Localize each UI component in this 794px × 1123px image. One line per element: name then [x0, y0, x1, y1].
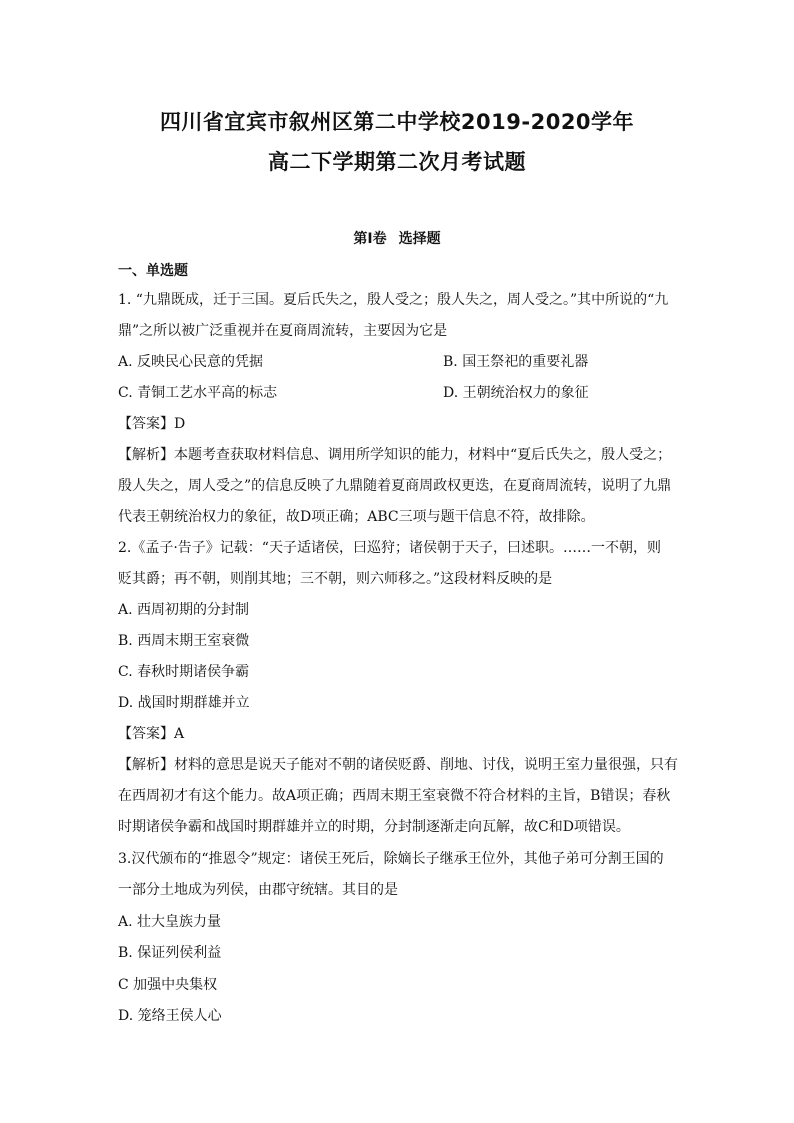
q3-option-a: A. 壮大皇族力量 — [118, 914, 222, 930]
exam-title-line2: 高二下学期第二次月考试题 — [268, 150, 526, 174]
q3-stem-line1: 3.汉代颁布的“推恩令”规定：诸侯王死后，除嫡长子继承王位外，其他子弟可分割王国的 — [118, 851, 664, 867]
q1-option-d: D. 王朝统治权力的象征 — [443, 385, 589, 401]
q2-option-d: D. 战国时期群雄并立 — [118, 695, 250, 711]
q2-answer: 【答案】A — [118, 726, 185, 742]
q1-analysis-line1: 【解析】本题考查获取材料信息、调用所学知识的能力，材料中“夏后氏失之，殷人受之； — [118, 447, 672, 463]
section-heading — [0, 228, 794, 248]
q2-stem-line2: 贬其爵；再不朝，则削其地；三不朝，则六师移之。”这段材料反映的是 — [118, 571, 553, 587]
q2-analysis-line3: 时期诸侯争霸和战国时期群雄并立的时期，分封制逐渐走向瓦解，故C和D项错误。 — [118, 819, 630, 835]
q2-option-c: C. 春秋时期诸侯争霸 — [118, 664, 250, 680]
q2-analysis-line1: 【解析】材料的意思是说天子能对不朝的诸侯贬爵、削地、讨伐，说明王室力量很强，只有 — [118, 757, 678, 773]
q3-option-c: C 加强中央集权 — [118, 977, 218, 993]
section-subtitle: 选择题 — [398, 231, 441, 247]
q1-stem-line1: 1. “九鼎既成，迁于三国。夏后氏失之，殷人受之；殷人失之，周人受之。”其中所说的“九 — [118, 292, 669, 308]
q1-option-c: C. 青铜工艺水平高的标志 — [118, 385, 278, 401]
part-title: 一、单选题 — [118, 263, 188, 279]
q2-stem-line1: 2.《孟子·告子》记载：“天子适诸侯，曰巡狩；诸侯朝于天子，曰述职。……一不朝，则 — [118, 540, 661, 556]
q3-option-b: B. 保证列侯利益 — [118, 945, 222, 961]
q2-option-b: B. 西周末期王室衰微 — [118, 633, 250, 649]
q2-analysis-line2: 在西周初才有这个能力。故A项正确；西周末期王室衰微不符合材料的主旨，B错误；春秋 — [118, 788, 671, 804]
section-title: 第I卷 — [353, 231, 387, 247]
q3-stem-line2: 一部分土地成为列侯，由郡守统辖。其目的是 — [118, 882, 398, 898]
q1-analysis-line3: 代表王朝统治权力的象征，故D项正确；ABC三项与题干信息不符，故排除。 — [118, 509, 595, 525]
q1-analysis-line2: 殷人失之，周人受之”的信息反映了九鼎随着夏商周政权更迭，在夏商周流转，说明了九鼎 — [118, 478, 672, 494]
q1-option-b: B. 国王祭祀的重要礼器 — [443, 354, 589, 370]
q1-stem-line2: 鼎”之所以被广泛重视并在夏商周流转，主要因为它是 — [118, 323, 448, 339]
q2-option-a: A. 西周初期的分封制 — [118, 602, 250, 618]
exam-title-line1: 四川省宜宾市叙州区第二中学校2019-2020学年 — [159, 110, 635, 134]
q3-option-d: D. 笼络王侯人心 — [118, 1008, 222, 1024]
q1-answer: 【答案】D — [118, 416, 186, 432]
q1-option-a: A. 反映民心民意的凭据 — [118, 354, 264, 370]
